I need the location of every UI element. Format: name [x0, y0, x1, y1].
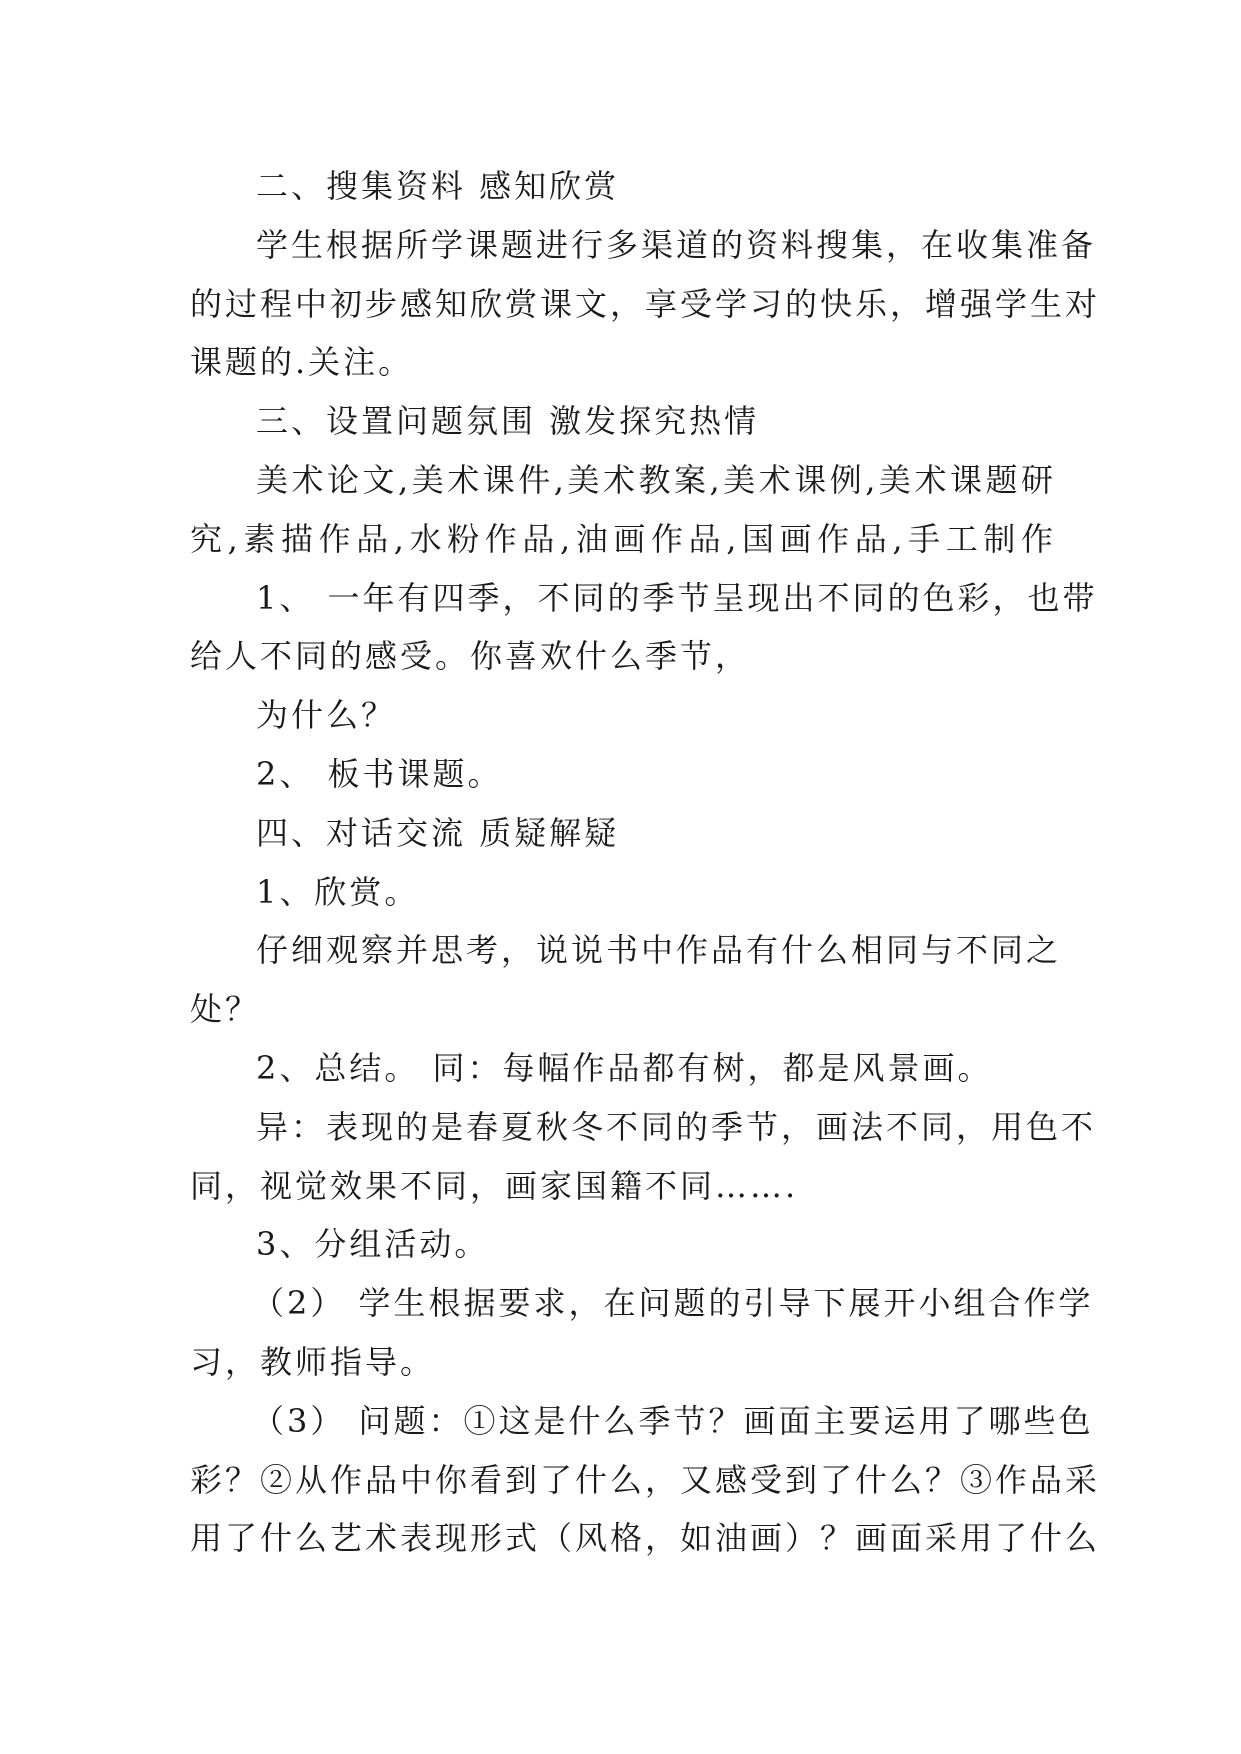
paragraph-line: 给人不同的感受。你喜欢什么季节， [190, 637, 751, 676]
paragraph-line: 的过程中初步感知欣赏课文，享受学习的快乐，增强学生对 [190, 284, 1101, 323]
paragraph-line: 学生根据所学课题进行多渠道的资料搜集，在收集准备 [256, 225, 1097, 264]
list-item-line: 1、欣赏。 [256, 872, 420, 911]
list-item-line: 1、 一年有四季，不同的季节呈现出不同的色彩，也带 [256, 578, 1098, 617]
section-heading-3: 三、设置问题氛围 激发探究热情 [256, 402, 760, 441]
paragraph-line: 彩？②从作品中你看到了什么，又感受到了什么？③作品采 [190, 1460, 1101, 1499]
paragraph-line: 习，教师指导。 [190, 1342, 436, 1381]
paragraph-line: 用了什么艺术表现形式（风格，如油画）？画面采用了什么 [190, 1519, 1101, 1558]
paragraph-line: 课题的.关注。 [190, 343, 414, 382]
list-item-line: 2、总结。 同：每幅作品都有树，都是风景画。 [256, 1048, 993, 1087]
list-item-line: 2、 板书课题。 [256, 754, 503, 793]
paragraph-line: 为什么？ [256, 696, 397, 735]
list-item-line: 3、分组活动。 [256, 1225, 490, 1264]
paragraph-line: 究,素描作品,水粉作品,油画作品,国画作品,手工制作 [190, 519, 1056, 558]
document-body [190, 157, 1101, 1568]
paragraph-line: 同，视觉效果不同，画家国籍不同……. [190, 1166, 799, 1205]
paragraph-line: 美术论文,美术课件,美术教案,美术课例,美术课题研 [256, 460, 1056, 499]
paragraph-line: 异：表现的是春夏秋冬不同的季节，画法不同，用色不 [256, 1107, 1097, 1146]
list-item-line: （3） 问题：①这是什么季节？画面主要运用了哪些色 [252, 1401, 1094, 1440]
paragraph-line: 处？ [190, 990, 261, 1029]
section-heading-4: 四、对话交流 质疑解疑 [256, 813, 620, 852]
section-heading-2: 二、搜集资料 感知欣赏 [256, 167, 620, 205]
list-item-line: （2） 学生根据要求，在问题的引导下展开小组合作学 [252, 1284, 1094, 1323]
paragraph-line: 仔细观察并思考，说说书中作品有什么相同与不同之 [256, 931, 1062, 970]
